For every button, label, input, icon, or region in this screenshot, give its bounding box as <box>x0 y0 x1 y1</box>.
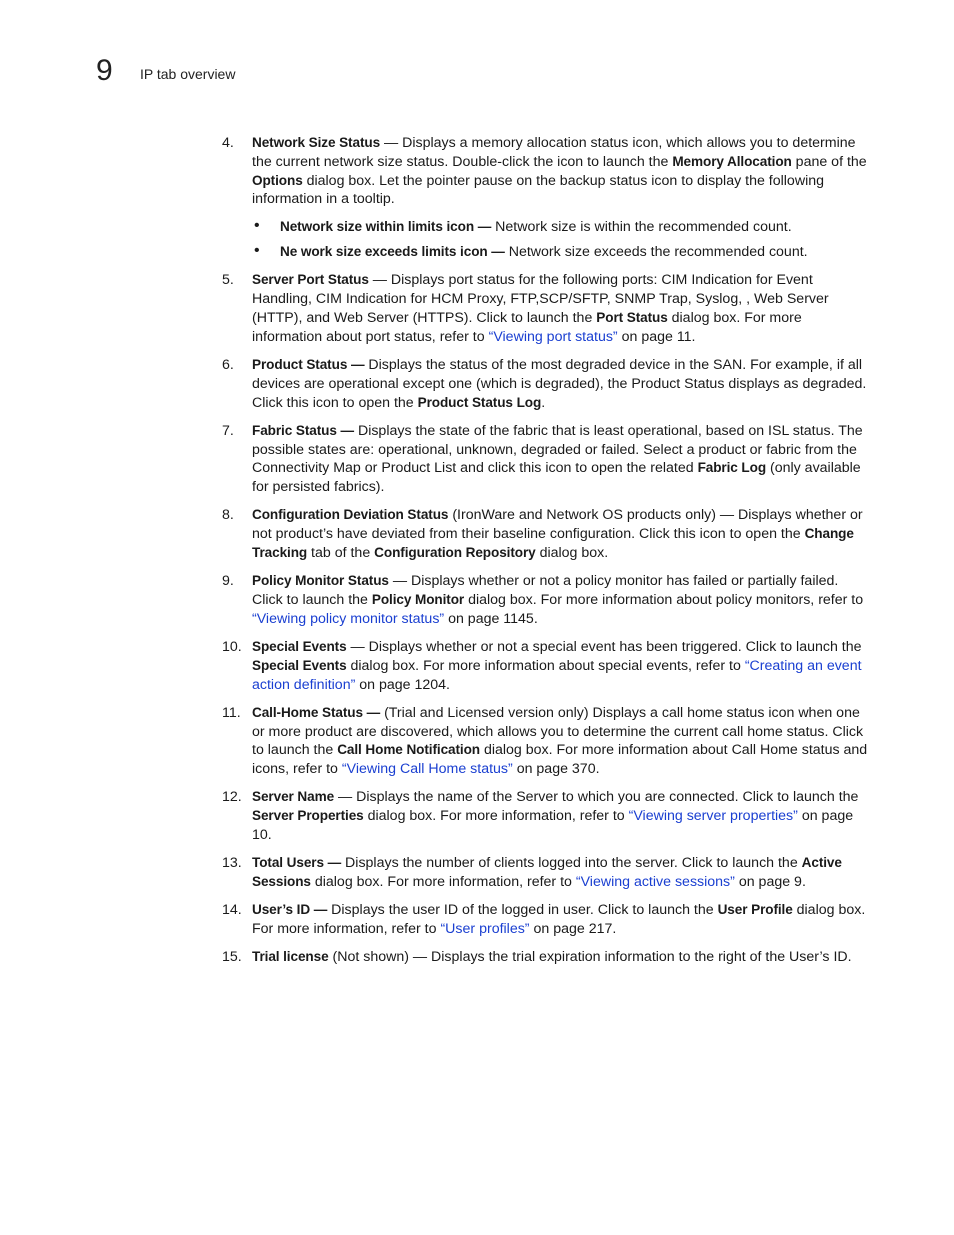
item-text <box>252 704 872 779</box>
list-item <box>222 572 872 628</box>
item-number: 13. <box>222 855 242 872</box>
bullet-list <box>252 218 872 262</box>
item-number: 6. <box>222 357 234 374</box>
body-text: Network size is within the recommended count. <box>491 219 792 236</box>
list-item <box>222 854 872 892</box>
term-label: Policy Monitor <box>371 591 465 607</box>
item-text <box>252 356 872 412</box>
term-label: Product Status — <box>252 357 365 373</box>
cross-reference-link[interactable]: “Viewing active sessions” <box>575 873 735 890</box>
term-label: Network Size Status <box>252 135 381 150</box>
term-label: Memory Allocation <box>672 153 792 169</box>
chapter-number: 9 <box>96 54 113 87</box>
list-item <box>222 134 872 262</box>
body-text: dialog box. Let the pointer pause on the backup status icon to display the following information in a tooltip. <box>252 172 824 208</box>
item-number: 5. <box>222 272 234 289</box>
term-label: Fabric Status — <box>252 422 354 438</box>
term-label: Fabric Log <box>697 460 767 476</box>
bullet-dot-icon: • <box>254 242 260 260</box>
bullet-item <box>252 218 872 237</box>
item-number: 15. <box>222 949 242 966</box>
item-number: 14. <box>222 902 242 919</box>
body-text: (Not shown) — Displays the trial expiration information to the right of the User’s ID. <box>328 949 852 966</box>
list-item <box>222 506 872 562</box>
term-label: Port Status <box>596 310 668 326</box>
body-text: Displays the number of clients logged into the server. Click to launch the <box>341 855 802 872</box>
cross-reference-link[interactable]: “Viewing Call Home status” <box>341 761 513 778</box>
term-label: Server Properties <box>252 808 364 824</box>
body-text: (Trial and Licensed version only) Displays a call home status icon when one or more product are discovered, which allows you to determine the current call home status. Click to launch the <box>252 704 864 759</box>
item-text <box>252 948 872 967</box>
body-text: tab of the <box>307 545 375 561</box>
term-label: Ne work size exceeds limits icon — <box>280 244 505 260</box>
term-label: User’s ID — <box>252 902 328 918</box>
body-text: Displays the status of the most degraded device in the SAN. For example, if all devices are operational except one (which is degraded), the Product Status displays as degraded. Click this icon to open the <box>252 357 867 411</box>
cross-reference-link[interactable]: “Viewing policy monitor status” <box>252 610 445 627</box>
body-text: dialog box. For more information, refer to <box>252 902 866 937</box>
item-text <box>252 788 872 844</box>
item-text <box>252 134 872 209</box>
body-text: dialog box. For more information about Call Home status and icons, refer to <box>252 742 868 778</box>
body-text: (only available for persisted fabrics). <box>252 460 861 496</box>
bullet-dot-icon: • <box>254 217 260 235</box>
body-text: on page 1145. <box>444 610 538 627</box>
term-label: Total Users — <box>252 855 342 871</box>
bullet-item <box>252 243 872 262</box>
item-text <box>252 572 872 628</box>
body-text: pane of the <box>791 153 867 170</box>
term-label: Policy Monitor Status <box>252 573 389 589</box>
body-text: — Displays a memory allocation status icon, which allows you to determine the current network size status. Double-click the icon to launch the <box>252 135 856 170</box>
body-text: on page 370. <box>512 761 600 778</box>
item-number: 7. <box>222 422 234 439</box>
item-text <box>252 271 872 346</box>
item-number: 10. <box>222 638 242 655</box>
chapter-title: IP tab overview <box>140 66 236 82</box>
item-number: 8. <box>222 507 234 524</box>
item-number: 4. <box>222 135 234 151</box>
body-text: . <box>541 394 546 411</box>
term-label: Active Sessions <box>252 855 842 889</box>
cross-reference-link[interactable]: “Viewing server properties” <box>628 808 798 825</box>
cross-reference-link[interactable]: “Viewing port status” <box>488 328 618 345</box>
item-number: 11. <box>222 704 241 721</box>
term-label: Call-Home Status — <box>252 704 381 720</box>
term-label: Server Name <box>252 789 335 805</box>
term-label: Special Events <box>252 638 347 654</box>
list-item <box>222 788 872 844</box>
list-item <box>222 271 872 346</box>
term-label: Trial license <box>252 949 329 965</box>
body-text: on page 9. <box>734 873 806 890</box>
item-text <box>252 638 872 694</box>
body-text: on page 217. <box>529 920 617 937</box>
body-text: — Displays whether or not a special event has been triggered. Click to launch the <box>346 638 862 655</box>
status-icon-list <box>222 134 872 976</box>
body-text: on page 10. <box>252 808 854 843</box>
list-item <box>222 356 872 412</box>
list-item <box>222 704 872 779</box>
body-text: — Displays port status for the following ports: CIM Indication for Event Handling, CIM Indication for HCM Proxy, FTP,SCP/SFTP, SNMP Trap, Syslog, , Web Server (HTTP), and Web Server (HTTPS). Click to launch the <box>252 272 829 327</box>
term-label: Product Status Log <box>417 394 542 410</box>
term-label: Configuration Repository <box>374 545 536 560</box>
item-number: 9. <box>222 573 234 590</box>
term-label: Special Events <box>252 657 347 673</box>
body-text: dialog box. For more information about policy monitors, refer to <box>464 591 864 608</box>
item-text <box>252 422 872 497</box>
body-text: on page 1204. <box>355 676 450 693</box>
item-text <box>252 854 872 892</box>
list-item <box>222 638 872 694</box>
body-text: Network size exceeds the recommended count. <box>504 244 808 261</box>
term-label: Options <box>252 172 303 188</box>
body-text: on page 11. <box>617 328 696 345</box>
item-text <box>252 901 872 939</box>
cross-reference-link[interactable]: “Creating an event action definition” <box>252 657 862 693</box>
list-item <box>222 422 872 497</box>
body-text: dialog box. For more information about port status, refer to <box>252 310 802 345</box>
term-label: Configuration Deviation Status <box>252 507 449 523</box>
term-label: Network size within limits icon — <box>280 219 492 235</box>
body-text: dialog box. For more information, refer to <box>363 808 629 825</box>
term-label: User Profile <box>717 902 793 918</box>
body-text: dialog box. For more information, refer to <box>310 873 576 890</box>
term-label: Change Tracking <box>252 526 854 560</box>
body-text: dialog box. For more information about special events, refer to <box>346 657 745 674</box>
body-text: Displays the user ID of the logged in user. Click to launch the <box>327 902 718 919</box>
body-text: — Displays whether or not a policy monitor has failed or partially failed. Click to launch the <box>252 573 839 608</box>
cross-reference-link[interactable]: “User profiles” <box>440 920 530 937</box>
term-label: Server Port Status <box>252 272 369 288</box>
body-text: Displays the state of the fabric that is least operational, based on ISL status. The possible states are: operational, unknown, degraded or failed. Select a product or fabric from the Connectivity Map or Product List and click this icon to open the related <box>252 422 863 477</box>
item-text <box>252 506 872 562</box>
list-item <box>222 901 872 939</box>
list-item <box>222 948 872 967</box>
item-number: 12. <box>222 789 242 806</box>
term-label: Call Home Notification <box>337 742 480 758</box>
body-text: (IronWare and Network OS products only) — Displays whether or not product’s have deviated from their baseline configuration. Click this icon to open the <box>252 507 863 543</box>
body-text: dialog box. <box>535 545 609 561</box>
body-text: — Displays the name of the Server to which you are connected. Click to launch the <box>334 789 859 806</box>
